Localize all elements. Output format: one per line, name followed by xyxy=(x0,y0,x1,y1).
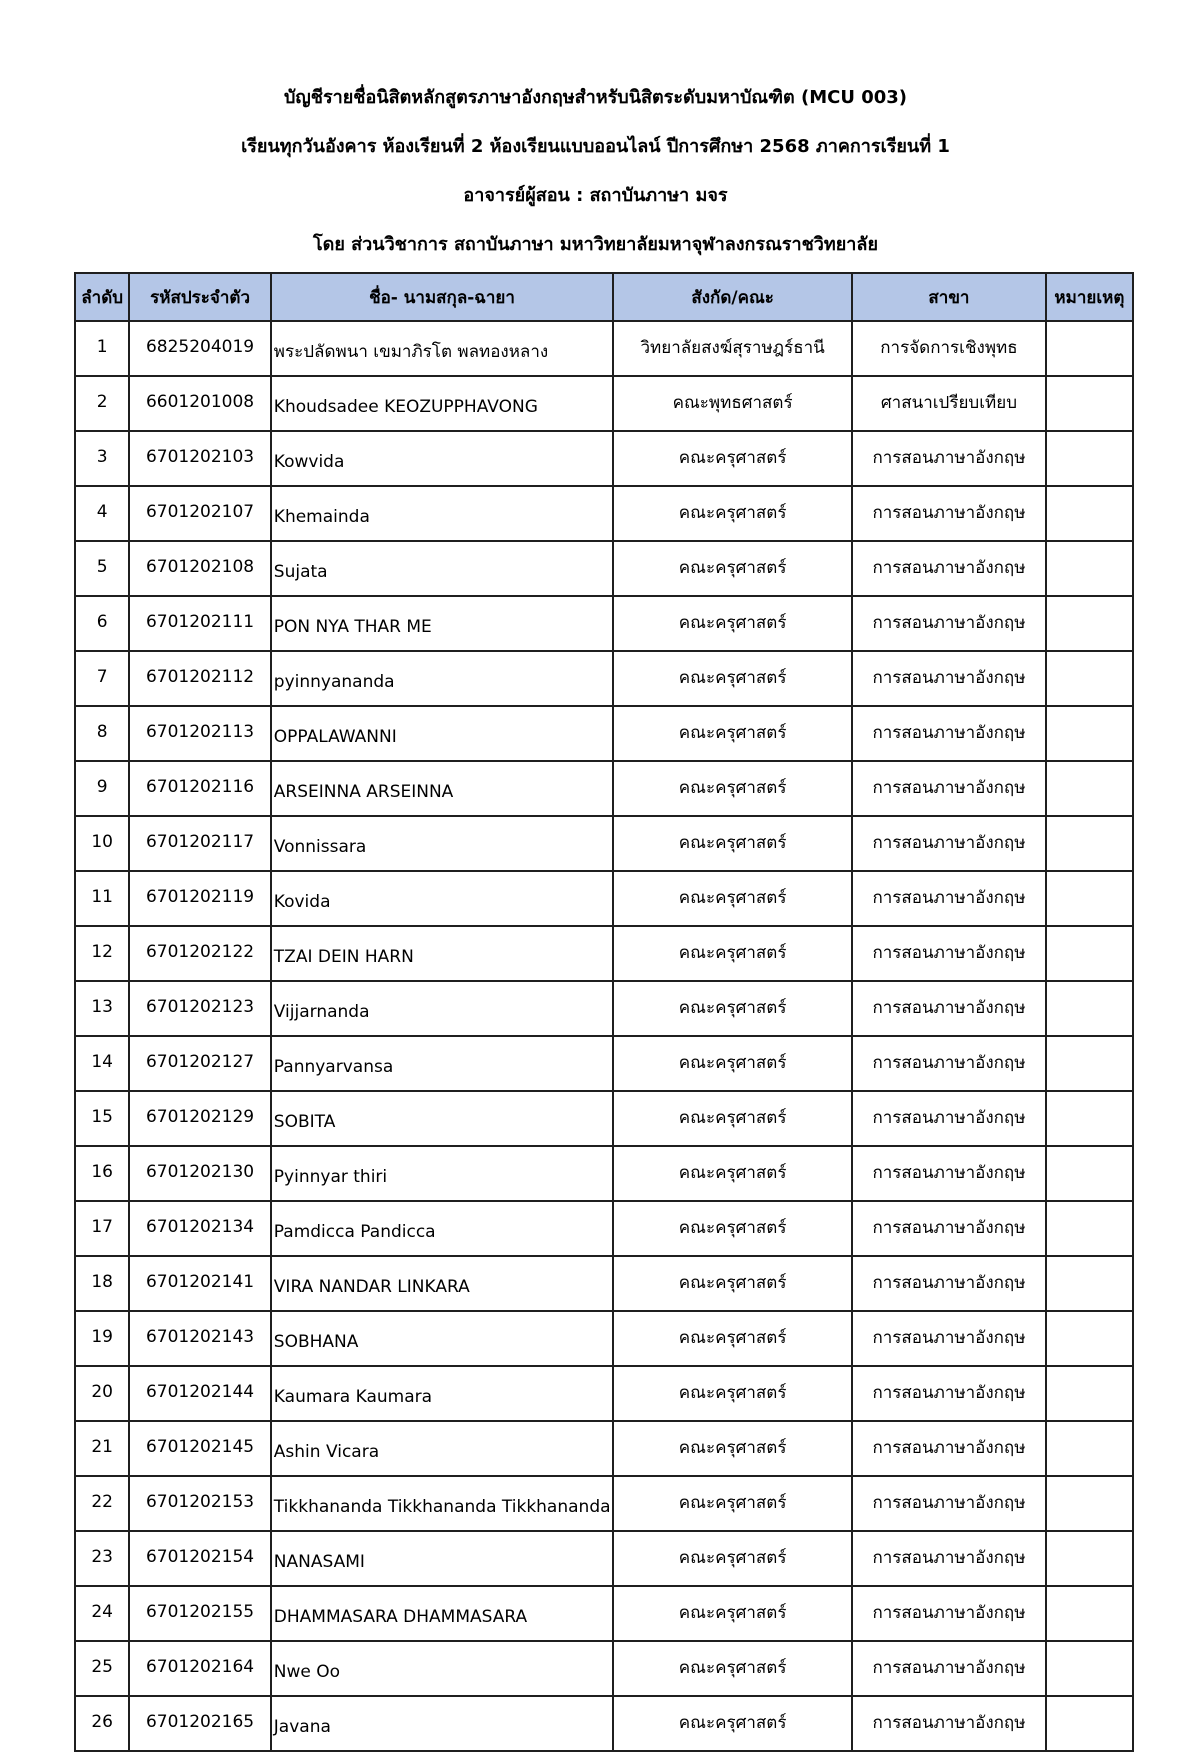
cell-faculty: คณะครุศาสตร์ xyxy=(613,981,852,1036)
table-row xyxy=(75,1091,1133,1146)
cell-note xyxy=(1046,1256,1133,1311)
cell-major: การสอนภาษาอังกฤษ xyxy=(852,981,1046,1036)
cell-sequence: 26 xyxy=(75,1696,129,1751)
table-row xyxy=(75,1641,1133,1696)
cell-sequence: 4 xyxy=(75,486,129,541)
cell-major: การสอนภาษาอังกฤษ xyxy=(852,871,1046,926)
cell-note xyxy=(1046,816,1133,871)
cell-name: SOBHANA xyxy=(271,1311,613,1366)
cell-sequence: 14 xyxy=(75,1036,129,1091)
cell-name: Pamdicca Pandicca xyxy=(271,1201,613,1256)
document-title: บัญชีรายชื่อนิสิตหลักสูตรภาษาอังกฤษสำหรับนิสิตระดับมหาบัณฑิต (MCU 003) xyxy=(283,87,908,108)
cell-student-id: 6701202130 xyxy=(129,1146,270,1201)
table-row xyxy=(75,1036,1133,1091)
cell-faculty: คณะครุศาสตร์ xyxy=(613,1091,852,1146)
cell-sequence: 18 xyxy=(75,1256,129,1311)
cell-faculty: คณะครุศาสตร์ xyxy=(613,1036,852,1091)
cell-student-id: 6825204019 xyxy=(129,321,270,376)
cell-sequence: 5 xyxy=(75,541,129,596)
table-row xyxy=(75,816,1133,871)
cell-major: ศาสนาเปรียบเทียบ xyxy=(852,376,1046,431)
cell-sequence: 2 xyxy=(75,376,129,431)
cell-student-id: 6701202165 xyxy=(129,1696,270,1751)
cell-note xyxy=(1046,1201,1133,1256)
cell-faculty: คณะครุศาสตร์ xyxy=(613,1641,852,1696)
table-row xyxy=(75,1366,1133,1421)
table-row xyxy=(75,1311,1133,1366)
table-row xyxy=(75,871,1133,926)
cell-name: SOBITA xyxy=(271,1091,613,1146)
table-row xyxy=(75,1256,1133,1311)
cell-sequence: 19 xyxy=(75,1311,129,1366)
table-row xyxy=(75,1586,1133,1641)
cell-note xyxy=(1046,1531,1133,1586)
cell-student-id: 6701202123 xyxy=(129,981,270,1036)
cell-note xyxy=(1046,1036,1133,1091)
cell-faculty: คณะครุศาสตร์ xyxy=(613,871,852,926)
table-row xyxy=(75,321,1133,376)
cell-sequence: 25 xyxy=(75,1641,129,1696)
cell-name: OPPALAWANNI xyxy=(271,706,613,761)
cell-name: Kowvida xyxy=(271,431,613,486)
cell-name: Pyinnyar thiri xyxy=(271,1146,613,1201)
cell-faculty: คณะครุศาสตร์ xyxy=(613,486,852,541)
cell-note xyxy=(1046,1366,1133,1421)
cell-student-id: 6701202144 xyxy=(129,1366,270,1421)
cell-name: NANASAMI xyxy=(271,1531,613,1586)
cell-note xyxy=(1046,1696,1133,1751)
cell-sequence: 3 xyxy=(75,431,129,486)
cell-major: การสอนภาษาอังกฤษ xyxy=(852,651,1046,706)
cell-sequence: 23 xyxy=(75,1531,129,1586)
cell-note xyxy=(1046,1421,1133,1476)
cell-major: การสอนภาษาอังกฤษ xyxy=(852,431,1046,486)
cell-note xyxy=(1046,431,1133,486)
cell-student-id: 6701202143 xyxy=(129,1311,270,1366)
cell-major: การสอนภาษาอังกฤษ xyxy=(852,926,1046,981)
organizer-line: โดย ส่วนวิชาการ สถาบันภาษา มหาวิทยาลัยมหาจุฬาลงกรณราชวิทยาลัย xyxy=(313,234,878,255)
cell-sequence: 9 xyxy=(75,761,129,816)
table-row xyxy=(75,541,1133,596)
cell-note xyxy=(1046,761,1133,816)
column-header-faculty: สังกัด/คณะ xyxy=(613,273,852,321)
cell-name: Pannyarvansa xyxy=(271,1036,613,1091)
cell-sequence: 17 xyxy=(75,1201,129,1256)
cell-student-id: 6701202129 xyxy=(129,1091,270,1146)
cell-note xyxy=(1046,981,1133,1036)
cell-sequence: 12 xyxy=(75,926,129,981)
cell-sequence: 20 xyxy=(75,1366,129,1421)
cell-faculty: คณะครุศาสตร์ xyxy=(613,706,852,761)
table-row xyxy=(75,1201,1133,1256)
instructor-line: อาจารย์ผู้สอน : สถาบันภาษา มจร xyxy=(463,185,728,206)
cell-name: Kaumara Kaumara xyxy=(271,1366,613,1421)
cell-note xyxy=(1046,1091,1133,1146)
cell-sequence: 24 xyxy=(75,1586,129,1641)
table-row xyxy=(75,596,1133,651)
cell-note xyxy=(1046,706,1133,761)
cell-note xyxy=(1046,871,1133,926)
table-row xyxy=(75,1476,1133,1531)
table-row xyxy=(75,486,1133,541)
cell-name: Nwe Oo xyxy=(271,1641,613,1696)
cell-student-id: 6701202113 xyxy=(129,706,270,761)
cell-major: การสอนภาษาอังกฤษ xyxy=(852,1201,1046,1256)
cell-student-id: 6701202134 xyxy=(129,1201,270,1256)
cell-major: การสอนภาษาอังกฤษ xyxy=(852,761,1046,816)
cell-note xyxy=(1046,1586,1133,1641)
cell-major: การสอนภาษาอังกฤษ xyxy=(852,1091,1046,1146)
cell-faculty: คณะครุศาสตร์ xyxy=(613,761,852,816)
column-header-note: หมายเหตุ xyxy=(1046,273,1133,321)
cell-sequence: 7 xyxy=(75,651,129,706)
cell-note xyxy=(1046,486,1133,541)
cell-faculty: คณะครุศาสตร์ xyxy=(613,1311,852,1366)
cell-faculty: คณะครุศาสตร์ xyxy=(613,431,852,486)
cell-faculty: คณะครุศาสตร์ xyxy=(613,1476,852,1531)
cell-major: การสอนภาษาอังกฤษ xyxy=(852,816,1046,871)
cell-sequence: 6 xyxy=(75,596,129,651)
cell-note xyxy=(1046,1476,1133,1531)
cell-student-id: 6701202154 xyxy=(129,1531,270,1586)
cell-name: VIRA NANDAR LINKARA xyxy=(271,1256,613,1311)
cell-note xyxy=(1046,926,1133,981)
cell-student-id: 6701202164 xyxy=(129,1641,270,1696)
cell-student-id: 6701202116 xyxy=(129,761,270,816)
cell-faculty: คณะครุศาสตร์ xyxy=(613,651,852,706)
table-row xyxy=(75,431,1133,486)
cell-sequence: 16 xyxy=(75,1146,129,1201)
cell-note xyxy=(1046,541,1133,596)
cell-major: การสอนภาษาอังกฤษ xyxy=(852,541,1046,596)
column-header-name: ชื่อ- นามสกุล-ฉายา xyxy=(271,273,613,321)
cell-name: Sujata xyxy=(271,541,613,596)
cell-name: Kovida xyxy=(271,871,613,926)
cell-name: TZAI DEIN HARN xyxy=(271,926,613,981)
cell-student-id: 6701202108 xyxy=(129,541,270,596)
cell-faculty: คณะครุศาสตร์ xyxy=(613,1201,852,1256)
table-header-row xyxy=(75,273,1133,321)
cell-faculty: คณะครุศาสตร์ xyxy=(613,1421,852,1476)
cell-note xyxy=(1046,1641,1133,1696)
table-body xyxy=(75,321,1133,1751)
cell-name: Vonnissara xyxy=(271,816,613,871)
cell-faculty: คณะครุศาสตร์ xyxy=(613,1146,852,1201)
cell-sequence: 8 xyxy=(75,706,129,761)
cell-student-id: 6701202127 xyxy=(129,1036,270,1091)
cell-note xyxy=(1046,376,1133,431)
cell-sequence: 1 xyxy=(75,321,129,376)
cell-name: Ashin Vicara xyxy=(271,1421,613,1476)
cell-student-id: 6701202153 xyxy=(129,1476,270,1531)
cell-major: การสอนภาษาอังกฤษ xyxy=(852,596,1046,651)
column-header-student-id: รหัสประจำตัว xyxy=(129,273,270,321)
cell-name: Vijjarnanda xyxy=(271,981,613,1036)
cell-name: ARSEINNA ARSEINNA xyxy=(271,761,613,816)
cell-faculty: คณะครุศาสตร์ xyxy=(613,1366,852,1421)
cell-faculty: คณะครุศาสตร์ xyxy=(613,1256,852,1311)
cell-student-id: 6701202119 xyxy=(129,871,270,926)
cell-student-id: 6701202107 xyxy=(129,486,270,541)
cell-note xyxy=(1046,651,1133,706)
cell-student-id: 6701202112 xyxy=(129,651,270,706)
cell-major: การสอนภาษาอังกฤษ xyxy=(852,1036,1046,1091)
cell-student-id: 6701202111 xyxy=(129,596,270,651)
cell-sequence: 11 xyxy=(75,871,129,926)
cell-name: Tikkhananda Tikkhananda Tikkhananda xyxy=(271,1476,613,1531)
cell-major: การสอนภาษาอังกฤษ xyxy=(852,1146,1046,1201)
cell-student-id: 6701202155 xyxy=(129,1586,270,1641)
cell-faculty: คณะครุศาสตร์ xyxy=(613,1586,852,1641)
cell-student-id: 6601201008 xyxy=(129,376,270,431)
cell-student-id: 6701202145 xyxy=(129,1421,270,1476)
schedule-subtitle: เรียนทุกวันอังคาร ห้องเรียนที่ 2 ห้องเรียนแบบออนไลน์ ปีการศึกษา 2568 ภาคการเรียนที่ 1 xyxy=(241,136,950,157)
cell-student-id: 6701202117 xyxy=(129,816,270,871)
cell-faculty: คณะครุศาสตร์ xyxy=(613,926,852,981)
table-row xyxy=(75,1146,1133,1201)
cell-note xyxy=(1046,321,1133,376)
cell-sequence: 21 xyxy=(75,1421,129,1476)
cell-name: Khoudsadee KEOZUPPHAVONG xyxy=(271,376,613,431)
cell-major: การสอนภาษาอังกฤษ xyxy=(852,1696,1046,1751)
cell-student-id: 6701202103 xyxy=(129,431,270,486)
cell-faculty: คณะพุทธศาสตร์ xyxy=(613,376,852,431)
cell-name: DHAMMASARA DHAMMASARA xyxy=(271,1586,613,1641)
table-row xyxy=(75,376,1133,431)
cell-major: การสอนภาษาอังกฤษ xyxy=(852,1586,1046,1641)
table-row xyxy=(75,1421,1133,1476)
cell-faculty: คณะครุศาสตร์ xyxy=(613,541,852,596)
cell-major: การสอนภาษาอังกฤษ xyxy=(852,486,1046,541)
table-row xyxy=(75,651,1133,706)
table-row xyxy=(75,926,1133,981)
cell-major: การสอนภาษาอังกฤษ xyxy=(852,1421,1046,1476)
cell-student-id: 6701202141 xyxy=(129,1256,270,1311)
cell-sequence: 10 xyxy=(75,816,129,871)
cell-sequence: 13 xyxy=(75,981,129,1036)
cell-major: การสอนภาษาอังกฤษ xyxy=(852,1531,1046,1586)
table-row xyxy=(75,706,1133,761)
table-row xyxy=(75,981,1133,1036)
cell-major: การสอนภาษาอังกฤษ xyxy=(852,1641,1046,1696)
cell-faculty: คณะครุศาสตร์ xyxy=(613,1531,852,1586)
cell-major: การสอนภาษาอังกฤษ xyxy=(852,1366,1046,1421)
cell-major: การสอนภาษาอังกฤษ xyxy=(852,1311,1046,1366)
cell-sequence: 15 xyxy=(75,1091,129,1146)
column-header-sequence: ลำดับ xyxy=(75,273,129,321)
cell-student-id: 6701202122 xyxy=(129,926,270,981)
cell-faculty: คณะครุศาสตร์ xyxy=(613,1696,852,1751)
cell-major: การสอนภาษาอังกฤษ xyxy=(852,1256,1046,1311)
cell-major: การสอนภาษาอังกฤษ xyxy=(852,1476,1046,1531)
cell-faculty: คณะครุศาสตร์ xyxy=(613,596,852,651)
table-row xyxy=(75,1531,1133,1586)
cell-faculty: คณะครุศาสตร์ xyxy=(613,816,852,871)
cell-name: Javana xyxy=(271,1696,613,1751)
column-header-major: สาขา xyxy=(852,273,1046,321)
cell-name: พระปลัดพนา เขมาภิรโต พลทองหลาง xyxy=(271,321,613,376)
cell-name: PON NYA THAR ME xyxy=(271,596,613,651)
cell-note xyxy=(1046,1146,1133,1201)
cell-sequence: 22 xyxy=(75,1476,129,1531)
table-row xyxy=(75,761,1133,816)
cell-name: Khemainda xyxy=(271,486,613,541)
cell-note xyxy=(1046,596,1133,651)
student-roster-table xyxy=(74,272,1134,1752)
cell-name: pyinnyananda xyxy=(271,651,613,706)
cell-note xyxy=(1046,1311,1133,1366)
cell-major: การสอนภาษาอังกฤษ xyxy=(852,706,1046,761)
cell-faculty: วิทยาลัยสงฆ์สุราษฎร์ธานี xyxy=(613,321,852,376)
table-row xyxy=(75,1696,1133,1751)
cell-major: การจัดการเชิงพุทธ xyxy=(852,321,1046,376)
